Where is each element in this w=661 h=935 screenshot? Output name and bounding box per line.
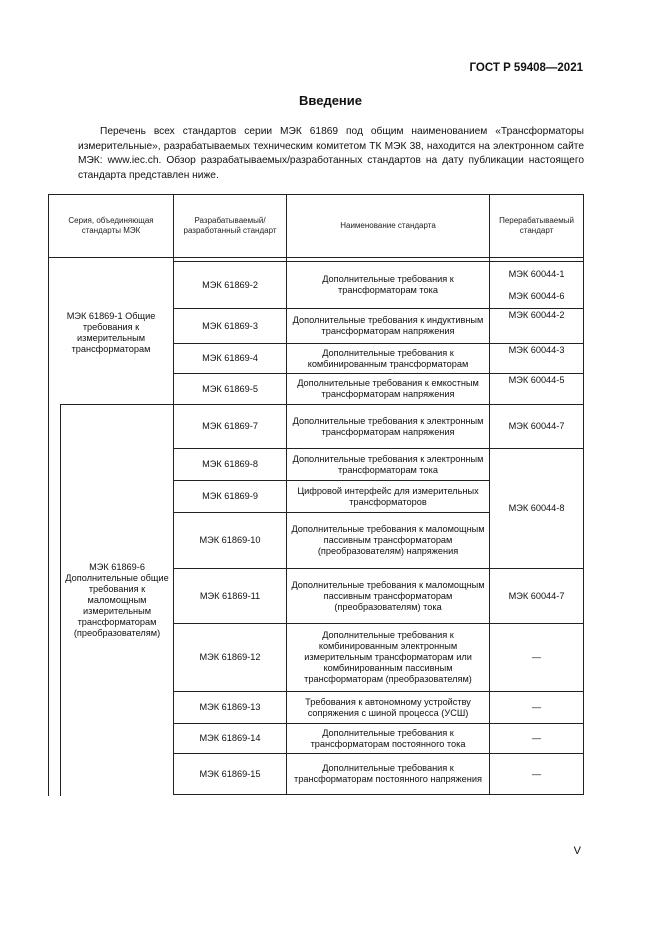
table-row bbox=[49, 262, 584, 309]
reworked-standard: — bbox=[490, 624, 584, 692]
reworked-standard: МЭК 60044-5 bbox=[490, 374, 584, 405]
standard-code: МЭК 61869-7 bbox=[174, 405, 287, 449]
reworked-standard: МЭК 60044-7 bbox=[490, 569, 584, 624]
reworked-standard: МЭК 60044-7 bbox=[490, 405, 584, 449]
standard-title: Дополнительные требования к трансформаторам постоянного напряжения bbox=[287, 754, 490, 795]
header-series: Серия, объединяющая стандарты МЭК bbox=[49, 195, 174, 258]
table-header-row bbox=[49, 195, 584, 258]
standard-code: МЭК 61869-12 bbox=[174, 624, 287, 692]
standard-code: МЭК 61869-11 bbox=[174, 569, 287, 624]
header-developed: Разрабатываемый/ разработанный стандарт bbox=[174, 195, 287, 258]
table-row bbox=[49, 405, 584, 449]
reworked-standard: МЭК 60044-2 bbox=[490, 309, 584, 344]
standard-title: Дополнительные требования к комбинированным электронным измерительным трансформаторам или комбинированным пассивным трансформаторам (преобразователям) bbox=[287, 624, 490, 692]
standard-title: Дополнительные требования к трансформаторам постоянного тока bbox=[287, 724, 490, 754]
standard-title: Дополнительные требования к маломощным пассивным трансформаторам (преобразователям) тока bbox=[287, 569, 490, 624]
standard-code: МЭК 61869-9 bbox=[174, 481, 287, 513]
standard-title: Дополнительные требования к электронным трансформаторам тока bbox=[287, 449, 490, 481]
header-reworked: Перерабатываемый стандарт bbox=[490, 195, 584, 258]
standard-title: Дополнительные требования к индуктивным трансформаторам напряжения bbox=[287, 309, 490, 344]
reworked-standard: — bbox=[490, 724, 584, 754]
intro-paragraph: Перечень всех стандартов серии МЭК 61869 под общим наименованием «Трансформаторы измерительные», разрабатываемых техническим комитетом ТК МЭК 38, находится на электронном сайте МЭК: www.iec.ch. Обзор разрабатываемых/разработанных стандартов на дату публикации настоящего стандарта представлен ниже. bbox=[78, 126, 584, 181]
header-name: Наименование стандарта bbox=[287, 195, 490, 258]
standard-code: МЭК 61869-14 bbox=[174, 724, 287, 754]
standard-title: Дополнительные требования к маломощным пассивным трансформаторам (преобразователям) напряжения bbox=[287, 513, 490, 569]
series-cell-61869-6: МЭК 61869-6 Дополнительные общие требования к маломощным измерительным трансформаторам (преобразователям) bbox=[61, 405, 174, 796]
standard-code: МЭК 61869-13 bbox=[174, 692, 287, 724]
page-number: V bbox=[573, 845, 581, 857]
indent-cell bbox=[49, 405, 61, 796]
standard-code: МЭК 61869-5 bbox=[174, 374, 287, 405]
standard-title: Дополнительные требования к комбинированным трансформаторам bbox=[287, 344, 490, 374]
standards-table bbox=[48, 194, 584, 795]
standard-code: МЭК 61869-3 bbox=[174, 309, 287, 344]
reworked-standard: — bbox=[490, 692, 584, 724]
reworked-standard: МЭК 60044-3 bbox=[490, 344, 584, 374]
document-code: ГОСТ Р 59408—2021 bbox=[469, 62, 583, 74]
standard-title: Требования к автономному устройству сопряжения с шиной процесса (УСШ) bbox=[287, 692, 490, 724]
reworked-standard: — bbox=[490, 754, 584, 795]
standard-code: МЭК 61869-10 bbox=[174, 513, 287, 569]
standard-code: МЭК 61869-8 bbox=[174, 449, 287, 481]
reworked-standard: МЭК 60044-1 МЭК 60044-6 bbox=[490, 262, 584, 309]
reworked-standard: МЭК 60044-8 bbox=[490, 449, 584, 569]
standard-code: МЭК 61869-2 bbox=[174, 262, 287, 309]
standard-title: Дополнительные требования к емкостным трансформаторам напряжения bbox=[287, 374, 490, 405]
standard-code: МЭК 61869-15 bbox=[174, 754, 287, 795]
standard-title: Дополнительные требования к электронным трансформаторам напряжения bbox=[287, 405, 490, 449]
standard-code: МЭК 61869-4 bbox=[174, 344, 287, 374]
standard-title: Цифровой интерфейс для измерительных трансформаторов bbox=[287, 481, 490, 513]
series-cell-61869-1: МЭК 61869-1 Общие требования к измерительным трансформаторам bbox=[49, 262, 174, 405]
section-heading: Введение bbox=[299, 93, 362, 108]
standard-title: Дополнительные требования к трансформаторам тока bbox=[287, 262, 490, 309]
